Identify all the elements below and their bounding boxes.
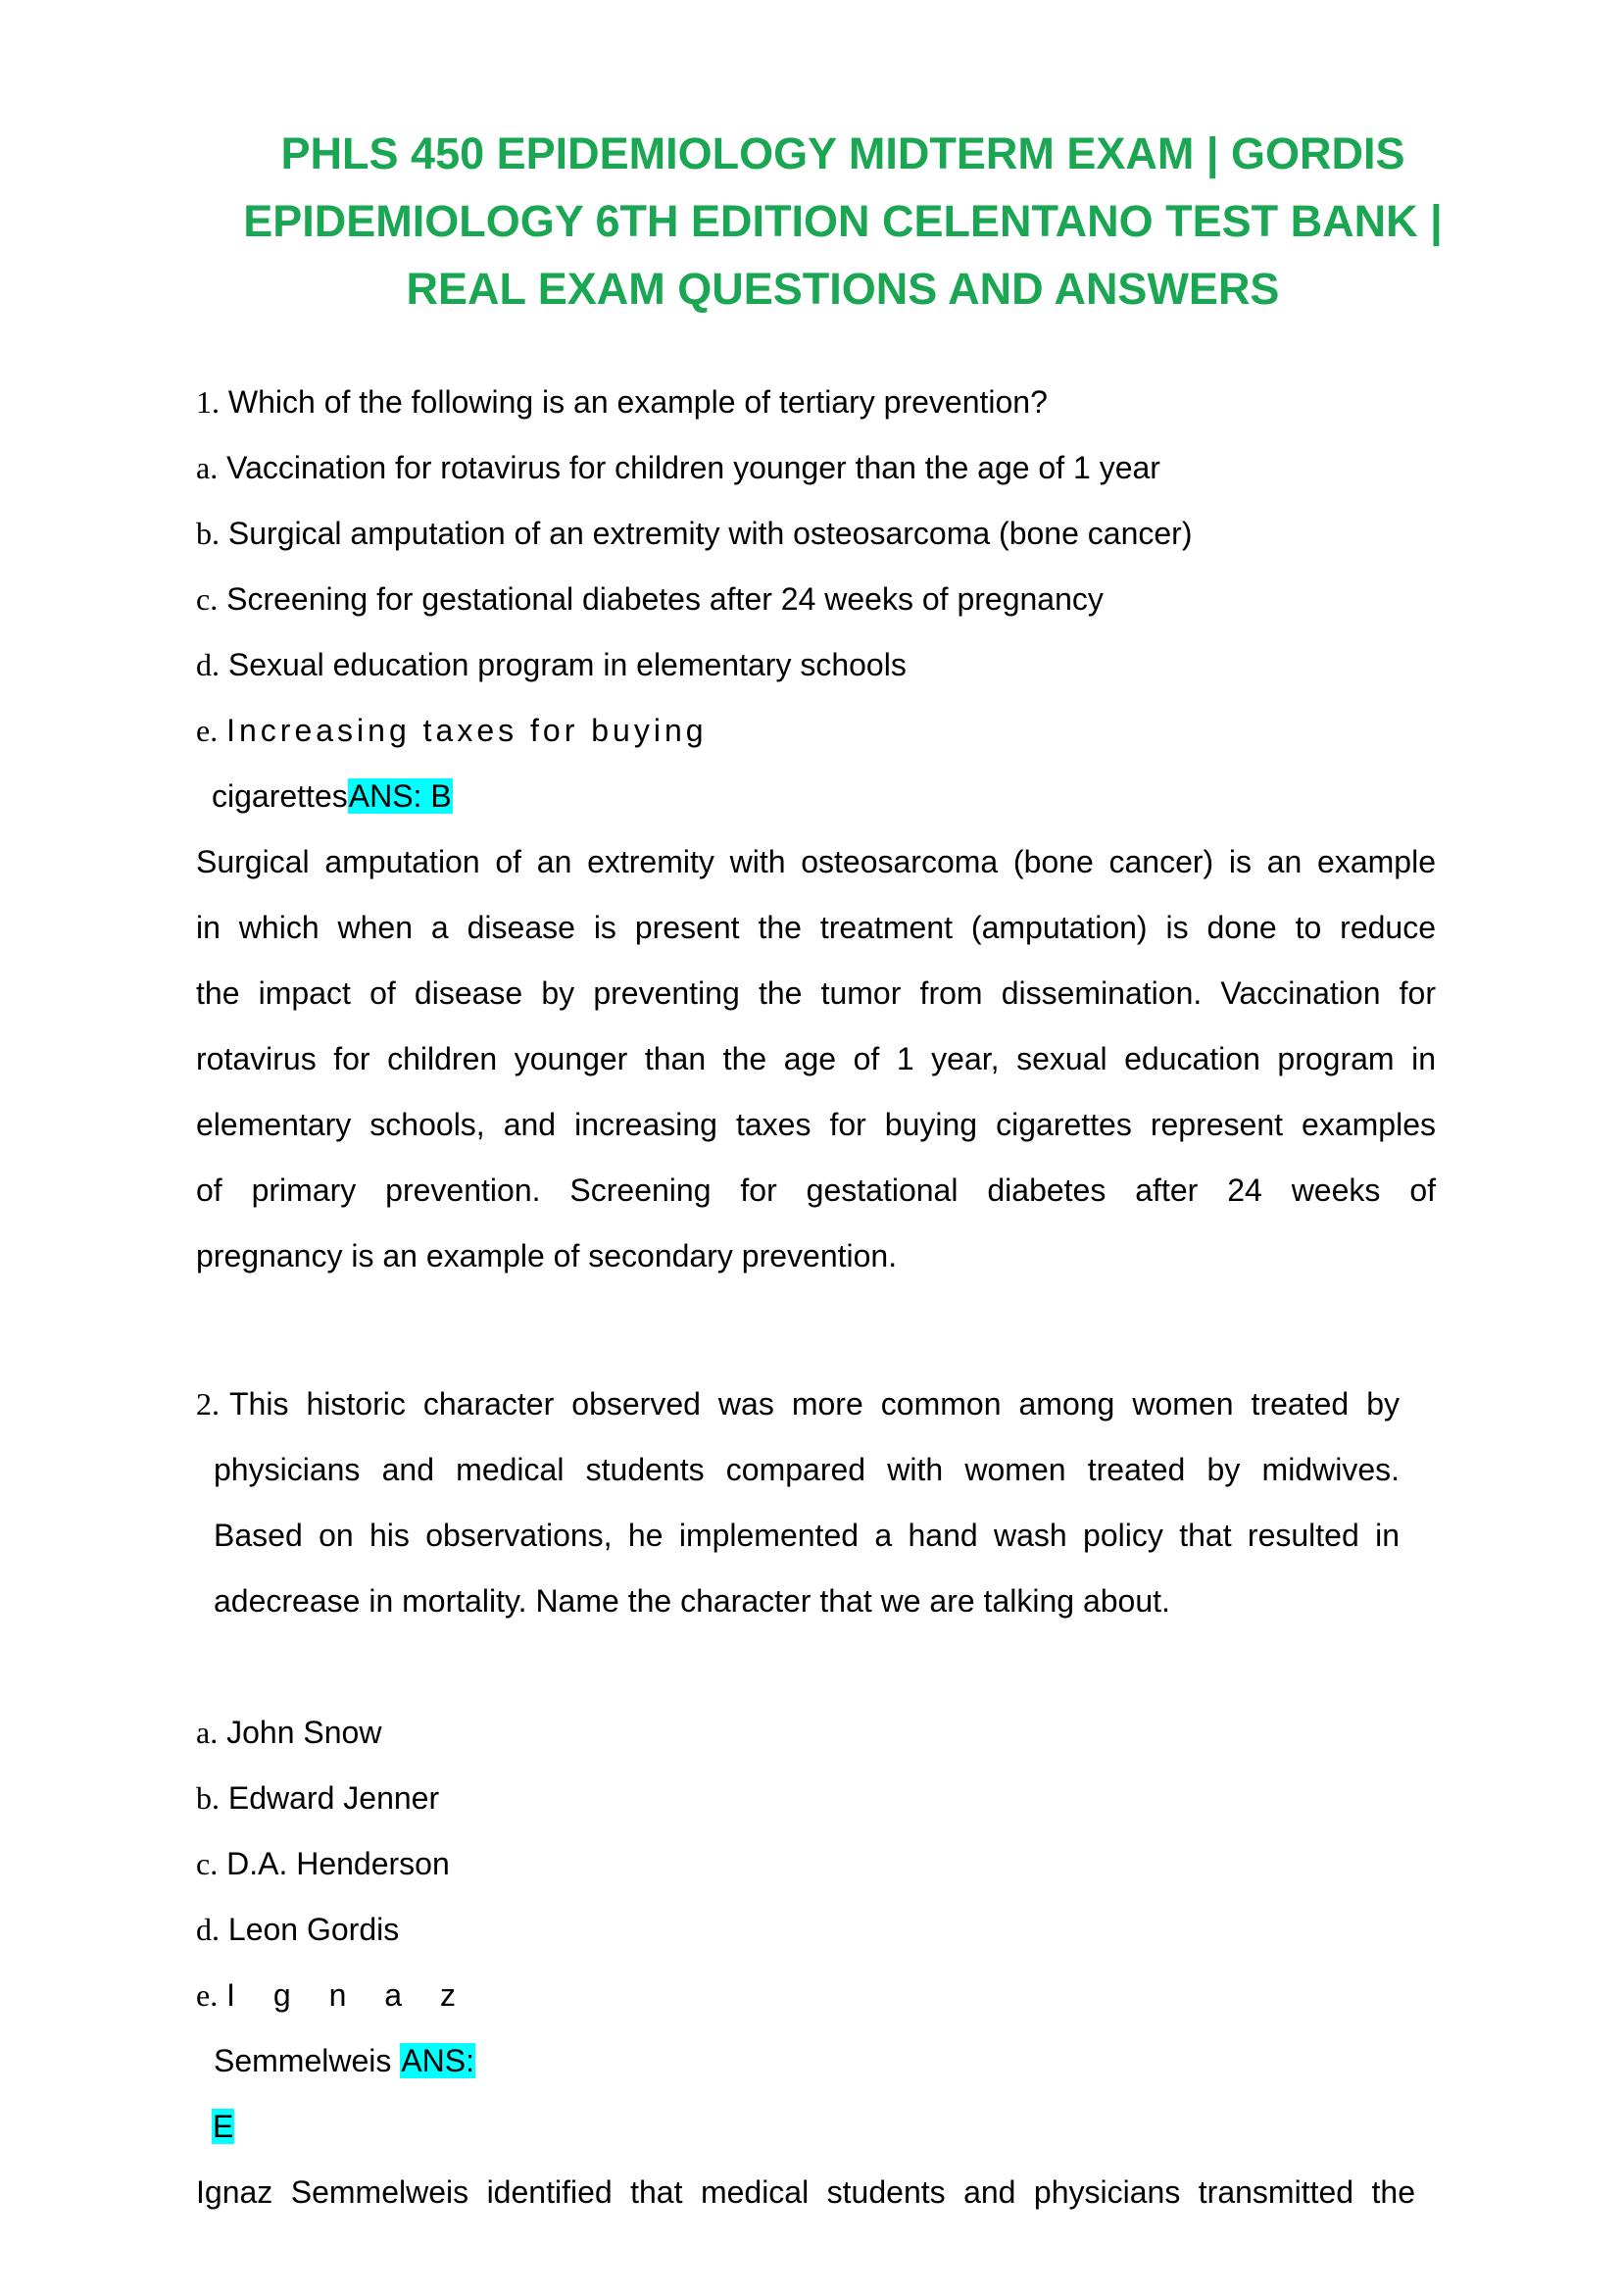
option-label: b. [196, 516, 220, 551]
option-text: Vaccination for rotavirus for children younger than the age of 1 year [226, 450, 1160, 485]
option-text: Sexual education program in elementary schools [227, 647, 907, 682]
question-number: 2. [196, 1386, 220, 1422]
option-a [196, 446, 1160, 489]
question-2-number [196, 1382, 220, 1425]
question-text-line: This historic character observed was more common among women treated by [229, 1386, 1400, 1422]
answer-highlight: E [213, 2109, 234, 2144]
option-b [196, 512, 1192, 555]
question-1 [196, 380, 1048, 424]
option-label: c. [196, 1846, 219, 1881]
answer-continuation [212, 2105, 234, 2148]
option-c [196, 577, 1104, 621]
option-text: John Snow [226, 1715, 382, 1750]
option-label: a. [196, 1715, 219, 1750]
option-e-continuation [214, 2039, 475, 2082]
explanation-line: elementary schools, and increasing taxes for buying cigarettes represent examples [196, 1107, 1436, 1142]
option-label: e. [196, 713, 219, 748]
option-text: Edward Jenner [227, 1780, 440, 1816]
option-text: cigarettes [212, 778, 348, 814]
option-label: d. [196, 1912, 220, 1947]
option-text: Leon Gordis [227, 1912, 400, 1947]
question-number: 1. [196, 384, 220, 420]
option-b [196, 1776, 439, 1820]
answer-highlight: ANS: [401, 2043, 474, 2078]
option-text: Semmelweis [214, 2043, 392, 2078]
explanation-line: in which when a disease is present the treatment (amputation) is done to reduce [196, 910, 1436, 945]
option-text: D.A. Henderson [226, 1846, 450, 1881]
option-e [196, 1973, 456, 2017]
explanation-line: pregnancy is an example of secondary prevention. [196, 1238, 898, 1273]
option-label: c. [196, 581, 219, 617]
explanation-2-first-line: Ignaz Semmelweis identified that medical students and physicians transmitted the [196, 2174, 1415, 2210]
question-text-line: Based on his observations, he implemented a hand wash policy that resulted in [214, 1518, 1400, 1553]
title-line: EPIDEMIOLOGY 6TH EDITION CELENTANO TEST BANK | [243, 196, 1443, 246]
question-text-line: adecrease in mortality. Name the character that we are talking about. [214, 1583, 1170, 1619]
option-label: a. [196, 450, 219, 485]
option-d [196, 643, 907, 686]
option-d [196, 1908, 399, 1951]
title-line: REAL EXAM QUESTIONS AND ANSWERS [406, 264, 1280, 314]
option-c [196, 1842, 450, 1885]
option-a [196, 1711, 381, 1754]
option-label: e. [196, 1977, 219, 2013]
option-text: Surgical amputation of an extremity with osteosarcoma (bone cancer) [227, 516, 1193, 551]
option-text: Screening for gestational diabetes after 24 weeks of pregnancy [226, 581, 1104, 617]
option-text: I g n a z [226, 1977, 456, 2013]
option-text: Increasing taxes for buying [226, 713, 708, 748]
answer-highlight: ANS: B [348, 778, 452, 814]
question-text: Which of the following is an example of tertiary prevention? [227, 384, 1048, 420]
option-e-continuation [212, 774, 453, 818]
question-text-line: physicians and medical students compared with women treated by midwives. [214, 1452, 1400, 1487]
title-line: PHLS 450 EPIDEMIOLOGY MIDTERM EXAM | GORDIS [280, 128, 1405, 178]
option-label: b. [196, 1780, 220, 1816]
option-label: d. [196, 647, 220, 682]
explanation-line: of primary prevention. Screening for gestational diabetes after 24 weeks of [196, 1173, 1436, 1208]
explanation-line: rotavirus for children younger than the age of 1 year, sexual education program in [196, 1041, 1436, 1076]
option-e [196, 709, 708, 752]
explanation-line: Surgical amputation of an extremity with osteosarcoma (bone cancer) is an example [196, 844, 1436, 879]
explanation-line: the impact of disease by preventing the tumor from dissemination. Vaccination for [196, 975, 1436, 1011]
